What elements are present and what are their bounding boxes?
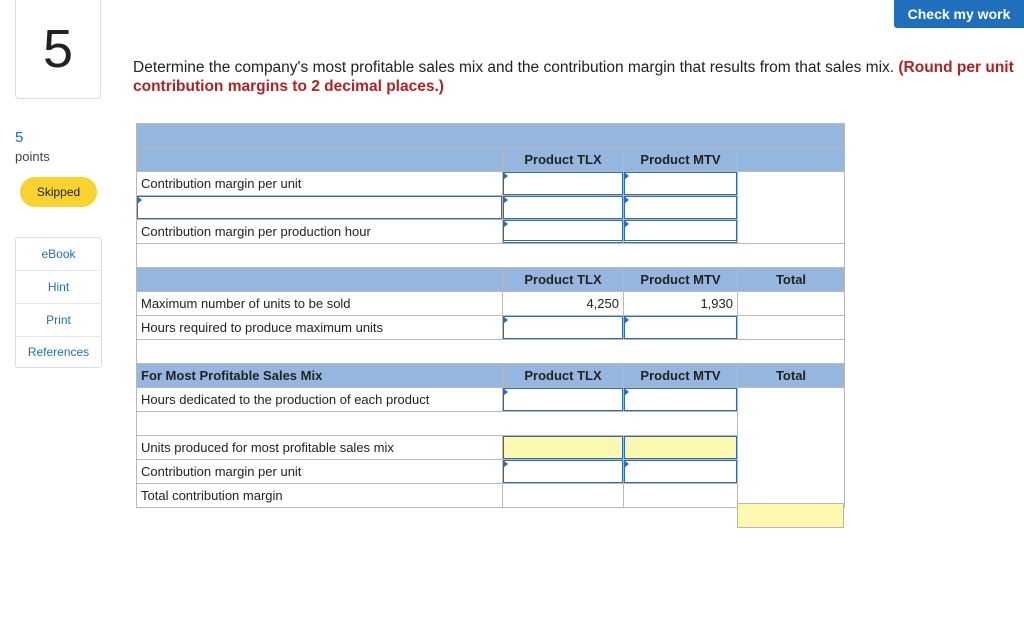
section1-right-blank	[738, 172, 845, 244]
row2-mtv-input[interactable]	[624, 196, 738, 220]
section1-header	[137, 148, 845, 172]
col-product-mtv: Product MTV	[624, 148, 738, 172]
header-band-cell	[137, 124, 845, 148]
total-cm-mtv	[624, 484, 738, 508]
section1-header-blank	[137, 148, 503, 172]
col-product-tlx: Product TLX	[503, 268, 624, 292]
col-total: Total	[738, 364, 845, 388]
row-label: Maximum number of units to be sold	[137, 292, 503, 316]
col-product-mtv: Product MTV	[624, 364, 738, 388]
header-band	[137, 124, 845, 148]
mix-cm-unit-mtv-input[interactable]	[624, 460, 738, 484]
section2-header	[137, 268, 845, 292]
col-product-tlx: Product TLX	[503, 148, 624, 172]
hours-required-total	[738, 316, 845, 340]
cm-unit-tlx-input[interactable]	[503, 172, 624, 196]
spacer-row	[137, 340, 845, 364]
references-link[interactable]: References	[27, 345, 90, 359]
cm-unit-mtv-input[interactable]	[624, 172, 738, 196]
hint-link[interactable]: Hint	[16, 271, 101, 304]
section1-header-blank-right	[738, 148, 845, 172]
check-my-work-button[interactable]: Check my work	[894, 0, 1024, 28]
row-label: Hours required to produce maximum units	[137, 316, 503, 340]
points-label: points	[15, 149, 50, 164]
max-units-mtv: 1,930	[624, 292, 738, 316]
points-value: 5	[15, 129, 24, 146]
spacer-cell	[137, 340, 845, 364]
row-label: Contribution margin per production hour	[137, 220, 503, 244]
units-produced-tlx-input[interactable]	[503, 436, 624, 460]
hours-required-mtv-input[interactable]	[624, 316, 738, 340]
table-row	[137, 172, 845, 196]
row-label-input[interactable]	[137, 196, 503, 220]
status-badge: Skipped	[20, 177, 97, 207]
hours-required-tlx-input[interactable]	[503, 316, 624, 340]
section3-header	[137, 364, 845, 388]
row-label: Contribution margin per unit	[137, 460, 503, 484]
max-units-total	[738, 292, 845, 316]
section3-right-blank	[738, 388, 845, 508]
hours-dedicated-tlx-input[interactable]	[503, 388, 624, 412]
question-number: 5	[15, 0, 101, 99]
section2-header-blank	[137, 268, 503, 292]
cm-hour-mtv-input[interactable]	[624, 220, 738, 244]
spacer-cell	[137, 244, 845, 268]
units-produced-mtv-input[interactable]	[624, 436, 738, 460]
hours-dedicated-mtv-input[interactable]	[624, 388, 738, 412]
section3-title: For Most Profitable Sales Mix	[137, 364, 503, 388]
row-label: Contribution margin per unit	[137, 172, 503, 196]
table-row	[137, 292, 845, 316]
rounding-instruction: (Round per unit contribution margins to 2 decimal places.)	[133, 59, 1014, 95]
table-row	[137, 388, 845, 412]
total-cm-total-cell[interactable]	[737, 503, 844, 528]
row2-tlx-input[interactable]	[503, 196, 624, 220]
answer-table	[136, 123, 845, 508]
question-text	[133, 58, 1024, 96]
col-product-mtv: Product MTV	[624, 268, 738, 292]
spacer-cell	[137, 412, 738, 436]
mix-cm-unit-tlx-input[interactable]	[503, 460, 624, 484]
table-row	[137, 316, 845, 340]
row-label: Units produced for most profitable sales mix	[137, 436, 503, 460]
question-body: Determine the company's most profitable sales mix and the contribution margin that results from that sales mix.	[133, 59, 895, 76]
resource-links	[15, 237, 102, 368]
row-label: Total contribution margin	[137, 484, 503, 508]
spacer-row	[137, 244, 845, 268]
total-cm-tlx	[503, 484, 624, 508]
print-link[interactable]: Print	[16, 304, 101, 337]
row-label: Hours dedicated to the production of each product	[137, 388, 503, 412]
col-total: Total	[738, 268, 845, 292]
max-units-tlx: 4,250	[503, 292, 624, 316]
col-product-tlx: Product TLX	[503, 364, 624, 388]
ebook-link[interactable]: eBook	[16, 238, 101, 271]
cm-hour-tlx-input[interactable]	[503, 220, 624, 244]
